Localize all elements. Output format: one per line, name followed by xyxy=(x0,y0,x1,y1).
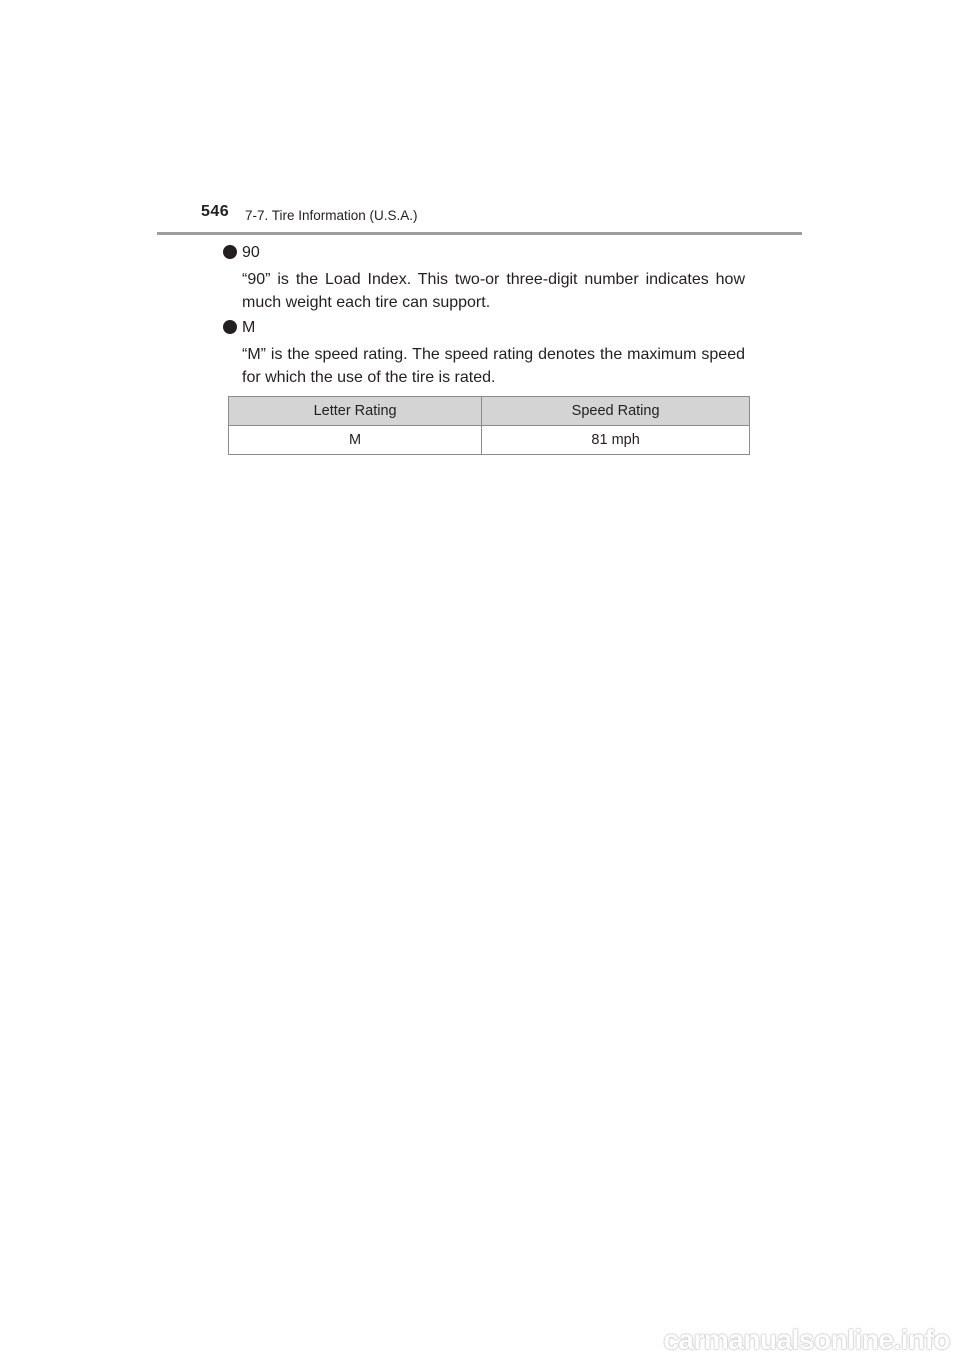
column-header-letter-rating: Letter Rating xyxy=(229,397,482,426)
section-title: 7-7. Tire Information (U.S.A.) xyxy=(245,208,418,223)
item-description: “90” is the Load Index. This two-or three-digit number indicates how much weight each tire can support. xyxy=(242,271,745,311)
item-description: “M” is the speed rating. The speed rating denotes the maximum speed for which the use of the tire is rated. xyxy=(242,346,745,386)
bullet-icon xyxy=(223,320,237,334)
header-rule xyxy=(157,232,802,235)
watermark-link[interactable]: carmanualsonline.info xyxy=(663,1324,950,1355)
table-cell-letter: M xyxy=(229,426,482,455)
bullet-icon xyxy=(223,245,237,259)
item-title: 90 xyxy=(242,244,260,261)
table-cell-speed: 81 mph xyxy=(482,426,750,455)
table-header-row xyxy=(229,397,750,426)
page-number: 546 xyxy=(201,203,230,220)
speed-rating-table xyxy=(228,396,750,455)
column-header-speed-rating: Speed Rating xyxy=(482,397,750,426)
table-row xyxy=(229,426,750,455)
item-title: M xyxy=(242,319,256,336)
